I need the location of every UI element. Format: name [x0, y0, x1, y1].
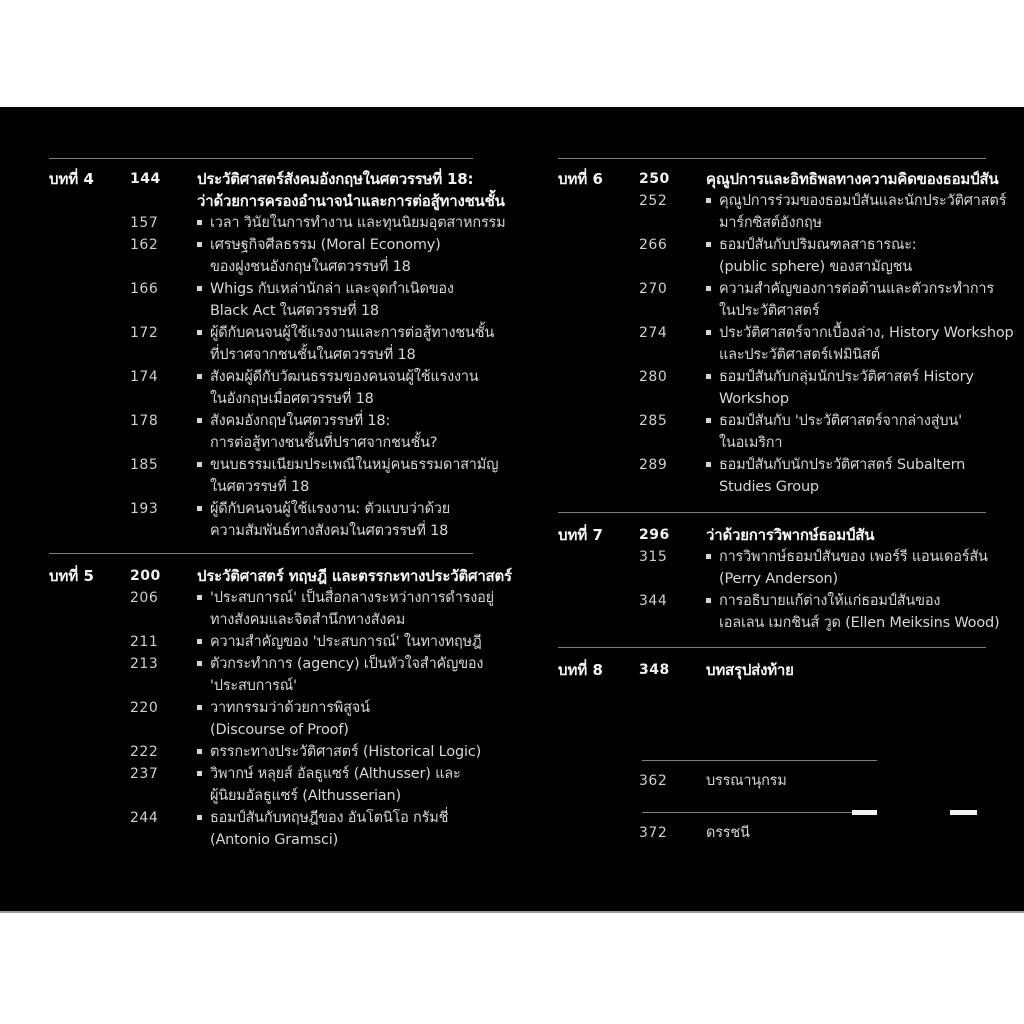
toc-item-line: ในศตวรรษที่ 18: [210, 479, 310, 495]
toc-item-row: [558, 366, 986, 410]
toc-item-title: [197, 410, 473, 454]
chapter-title: [706, 168, 999, 190]
toc-item-line: (Antonio Gramsci): [210, 832, 339, 848]
toc-item-line: ผู้ดีกับคนจนผู้ใช้แรงงาน: ตัวแบบว่าด้วย: [197, 498, 473, 520]
item-page-number: 315: [639, 549, 668, 565]
item-page-number: 344: [639, 593, 668, 609]
item-page-number: 172: [130, 325, 159, 341]
toc-item-line: ประวัติศาสตร์จากเบื้องล่าง, History Workshop: [706, 322, 986, 344]
toc-item-line: คุณูปการร่วมของธอมป์สันและนักประวัติศาสตร์: [706, 190, 986, 212]
item-page-number: 266: [639, 237, 668, 253]
toc-item-line: ตรรกะทางประวัติศาสตร์ (Historical Logic): [197, 741, 473, 763]
toc-section: [558, 513, 1000, 634]
toc-item-line: (public sphere) ของสามัญชน: [719, 259, 912, 275]
toc-section: [558, 159, 1014, 498]
toc-item-line: ผู้นิยมอัลธูแซร์ (Althusserian): [210, 788, 401, 804]
chapter-page-number: 348: [639, 662, 670, 678]
toc-item-title: [706, 410, 986, 454]
item-page-number: 280: [639, 369, 668, 385]
toc-item-line: ขนบธรรมเนียมประเพณีในหมู่คนธรรมดาสามัญ: [197, 454, 473, 476]
toc-item-row: [49, 741, 482, 763]
toc-item-line: ธอมป์สันกับนักประวัติศาสตร์ Subaltern: [706, 454, 986, 476]
chapter-page-number: 200: [130, 568, 161, 584]
toc-item-row: [49, 807, 473, 851]
toc-item-row: [49, 234, 473, 278]
toc-item-row: [558, 454, 986, 498]
toc-item-row: [558, 410, 986, 454]
toc-item-line: ธอมป์สันกับ 'ประวัติศาสตร์จากล่างสู่บน': [706, 410, 986, 432]
toc-item-line: Black Act ในศตวรรษที่ 18: [210, 303, 379, 319]
chapter-label: บทที่ 8: [558, 661, 603, 679]
toc-item-line: ตัวกระทำการ (agency) เป็นหัวใจสำคัญของ: [197, 653, 473, 675]
toc-section: [49, 554, 512, 851]
toc-item-line: และประวัติศาสตร์เฟมินิสต์: [719, 347, 880, 363]
toc-chapter-row: [558, 524, 986, 546]
divider-floating-bar-icon: [950, 810, 977, 815]
back-matter-divider: [642, 760, 877, 761]
bullet-square-icon: [197, 220, 202, 225]
toc-item-title: [706, 234, 986, 278]
chapter-label: บทที่ 4: [49, 170, 94, 188]
toc-item-line: Studies Group: [719, 479, 819, 495]
divider-end-bar-icon: [852, 810, 877, 815]
bullet-square-icon: [197, 661, 202, 666]
toc-item-row: [49, 763, 473, 807]
bullet-square-icon: [197, 771, 202, 776]
toc-item-line: (Perry Anderson): [719, 571, 838, 587]
toc-item-title: [197, 366, 479, 410]
chapter-title: [706, 659, 986, 681]
toc-item-line: ความสำคัญของ 'ประสบการณ์' ในทางทฤษฎี: [197, 631, 473, 653]
toc-item-row: [558, 190, 1007, 234]
chapter-title-line: ว่าด้วยการครองอำนาจนำและการต่อสู้ทางชนชั้น: [197, 192, 505, 210]
toc-item-line: ที่ปราศจากชนชั้นในศตวรรษที่ 18: [210, 347, 416, 363]
toc-item-title: [197, 807, 473, 851]
bullet-square-icon: [197, 374, 202, 379]
toc-item-title: [197, 278, 473, 322]
chapter-label: บทที่ 6: [558, 170, 603, 188]
bullet-square-icon: [706, 554, 711, 559]
item-page-number: 289: [639, 457, 668, 473]
chapter-title: [197, 168, 505, 212]
toc-item-line: Workshop: [719, 391, 789, 407]
item-page-number: 162: [130, 237, 159, 253]
back-matter-page-number: 362: [639, 773, 668, 789]
toc-item-title: [197, 587, 494, 631]
section-divider: [558, 512, 986, 513]
bullet-square-icon: [706, 418, 711, 423]
toc-item-row: [49, 278, 473, 322]
bullet-square-icon: [197, 462, 202, 467]
toc-item-line: ความสัมพันธ์ทางสังคมในศตวรรษที่ 18: [210, 523, 449, 539]
section-divider: [49, 158, 473, 159]
back-matter-page-number: 372: [639, 825, 668, 841]
toc-item-title: [197, 234, 473, 278]
bullet-square-icon: [197, 749, 202, 754]
toc-item-line: วาทกรรมว่าด้วยการพิสูจน์: [197, 697, 473, 719]
toc-item-title: [706, 190, 1007, 234]
toc-item-title: [197, 653, 484, 697]
toc-item-row: [49, 653, 484, 697]
toc-item-title: [706, 546, 986, 590]
toc-item-line: สังคมอังกฤษในศตวรรษที่ 18:: [197, 410, 473, 432]
toc-item-row: [558, 322, 1014, 366]
item-page-number: 252: [639, 193, 668, 209]
toc-item-row: [558, 234, 986, 278]
bullet-square-icon: [197, 506, 202, 511]
toc-item-title: [197, 697, 473, 741]
toc-item-row: [558, 546, 986, 590]
section-divider: [558, 158, 986, 159]
bullet-square-icon: [197, 418, 202, 423]
item-page-number: 285: [639, 413, 668, 429]
item-page-number: 178: [130, 413, 159, 429]
toc-chapter-row: [49, 565, 512, 587]
toc-item-title: [706, 590, 1000, 634]
item-page-number: 174: [130, 369, 159, 385]
bullet-square-icon: [197, 815, 202, 820]
toc-item-title: [706, 366, 986, 410]
toc-item-row: [49, 697, 473, 741]
back-matter-row: [558, 813, 986, 844]
toc-item-title: [197, 741, 482, 763]
toc-item-line: เศรษฐกิจศีลธรรม (Moral Economy): [197, 234, 473, 256]
item-page-number: 193: [130, 501, 159, 517]
item-page-number: 274: [639, 325, 668, 341]
item-page-number: 211: [130, 634, 159, 650]
bullet-square-icon: [197, 242, 202, 247]
toc-item-line: ธอมป์สันกับปริมณฑลสาธารณะ:: [706, 234, 986, 256]
item-page-number: 244: [130, 810, 159, 826]
toc-item-line: การวิพากษ์ธอมป์สันของ เพอร์รี แอนเดอร์สัน: [706, 546, 986, 568]
toc-item-line: (Discourse of Proof): [210, 722, 349, 738]
toc-item-row: [49, 498, 473, 542]
bullet-square-icon: [706, 330, 711, 335]
toc-item-line: ธอมป์สันกับทฤษฎีของ อันโตนิโอ กรัมชี่: [197, 807, 473, 829]
toc-item-line: ทางสังคมและจิตสำนึกทางสังคม: [210, 612, 406, 628]
bullet-square-icon: [706, 598, 711, 603]
toc-item-row: [49, 587, 494, 631]
bullet-square-icon: [197, 705, 202, 710]
chapter-title-line: ประวัติศาสตร์ ทฤษฎี และตรรกะทางประวัติศาสตร์: [197, 567, 512, 585]
toc-item-line: ผู้ดีกับคนจนผู้ใช้แรงงานและการต่อสู้ทางชนชั้น: [197, 322, 473, 344]
toc-item-title: [197, 212, 506, 234]
toc-item-line: การต่อสู้ทางชนชั้นที่ปราศจากชนชั้น?: [210, 435, 438, 451]
bullet-square-icon: [197, 639, 202, 644]
toc-item-line: ในประวัติศาสตร์: [719, 303, 820, 319]
back-matter-row: [558, 761, 986, 792]
toc-page-panel: [0, 107, 1024, 913]
item-page-number: 206: [130, 590, 159, 606]
bullet-square-icon: [197, 595, 202, 600]
toc-item-title: [197, 631, 482, 653]
chapter-page-number: 144: [130, 171, 161, 187]
toc-item-row: [49, 366, 479, 410]
toc-item-row: [49, 454, 499, 498]
toc-item-row: [49, 322, 495, 366]
toc-item-line: มาร์กซิสต์อังกฤษ: [719, 215, 822, 231]
toc-item-title: [197, 498, 473, 542]
toc-item-title: [197, 322, 495, 366]
toc-item-line: เวลา วินัยในการทำงาน และทุนนิยมอุตสาหกรรม: [197, 212, 473, 234]
chapter-title-line: คุณูปการและอิทธิพลทางความคิดของธอมป์สัน: [706, 170, 999, 188]
bullet-square-icon: [706, 286, 711, 291]
item-page-number: 157: [130, 215, 159, 231]
toc-item-title: [706, 454, 986, 498]
toc-item-line: ในอเมริกา: [719, 435, 783, 451]
toc-item-line: วิพากษ์ หลุยส์ อัลธูแซร์ (Althusser) และ: [197, 763, 473, 785]
toc-item-row: [49, 631, 482, 653]
chapter-title-line: บทสรุปส่งท้าย: [706, 661, 794, 679]
bullet-square-icon: [706, 198, 711, 203]
toc-item-line: เอลเลน เมกชินส์ วูด (Ellen Meiksins Wood): [719, 615, 1000, 631]
section-divider: [558, 647, 986, 648]
toc-item-title: [197, 763, 473, 807]
chapter-title-line: ว่าด้วยการวิพากษ์ธอมป์สัน: [706, 526, 875, 544]
bullet-square-icon: [197, 330, 202, 335]
toc-item-line: ในอังกฤษเมื่อศตวรรษที่ 18: [210, 391, 374, 407]
toc-item-line: สังคมผู้ดีกับวัฒนธรรมของคนจนผู้ใช้แรงงาน: [197, 366, 473, 388]
item-page-number: 237: [130, 766, 159, 782]
toc-chapter-row: [558, 659, 986, 681]
toc-item-line: ธอมป์สันกับกลุ่มนักประวัติศาสตร์ History: [706, 366, 986, 388]
toc-item-row: [558, 590, 1000, 634]
toc-item-title: [706, 278, 994, 322]
bullet-square-icon: [706, 374, 711, 379]
toc-item-row: [558, 278, 994, 322]
chapter-title: [706, 524, 986, 546]
back-matter-divider: [642, 812, 877, 813]
toc-chapter-row: [558, 168, 999, 190]
toc-chapter-row: [49, 168, 505, 212]
back-matter-label: ดรรชนี: [706, 825, 750, 841]
item-page-number: 185: [130, 457, 159, 473]
item-page-number: 220: [130, 700, 159, 716]
item-page-number: 222: [130, 744, 159, 760]
toc-item-line: Whigs กับเหล่านักล่า และจุดกำเนิดของ: [197, 278, 473, 300]
bullet-square-icon: [706, 242, 711, 247]
toc-item-title: [197, 454, 499, 498]
item-page-number: 166: [130, 281, 159, 297]
toc-section: [558, 648, 986, 681]
chapter-title-line: ประวัติศาสตร์สังคมอังกฤษในศตวรรษที่ 18:: [197, 170, 474, 188]
bullet-square-icon: [197, 286, 202, 291]
toc-section: [49, 159, 506, 542]
toc-item-line: ของฝูงชนอังกฤษในศตวรรษที่ 18: [210, 259, 411, 275]
section-divider: [49, 553, 473, 554]
chapter-page-number: 296: [639, 527, 670, 543]
chapter-title: [197, 565, 512, 587]
item-page-number: 213: [130, 656, 159, 672]
toc-item-line: การอธิบายแก้ต่างให้แก่ธอมป์สันของ: [706, 590, 986, 612]
chapter-page-number: 250: [639, 171, 670, 187]
toc-item-line: ความสำคัญของการต่อต้านและตัวกระทำการ: [706, 278, 986, 300]
chapter-label: บทที่ 7: [558, 526, 603, 544]
toc-item-line: 'ประสบการณ์' เป็นสื่อกลางระหว่างการดำรงอยู่: [197, 587, 473, 609]
toc-item-line: 'ประสบการณ์': [210, 678, 297, 694]
bullet-square-icon: [706, 462, 711, 467]
toc-item-title: [706, 322, 1014, 366]
toc-item-row: [49, 410, 473, 454]
back-matter-label: บรรณานุกรม: [706, 773, 787, 789]
toc-column-right: [558, 107, 1014, 844]
item-page-number: 270: [639, 281, 668, 297]
chapter-label: บทที่ 5: [49, 567, 94, 585]
toc-column-left: [49, 107, 512, 851]
toc-item-row: [49, 212, 506, 234]
